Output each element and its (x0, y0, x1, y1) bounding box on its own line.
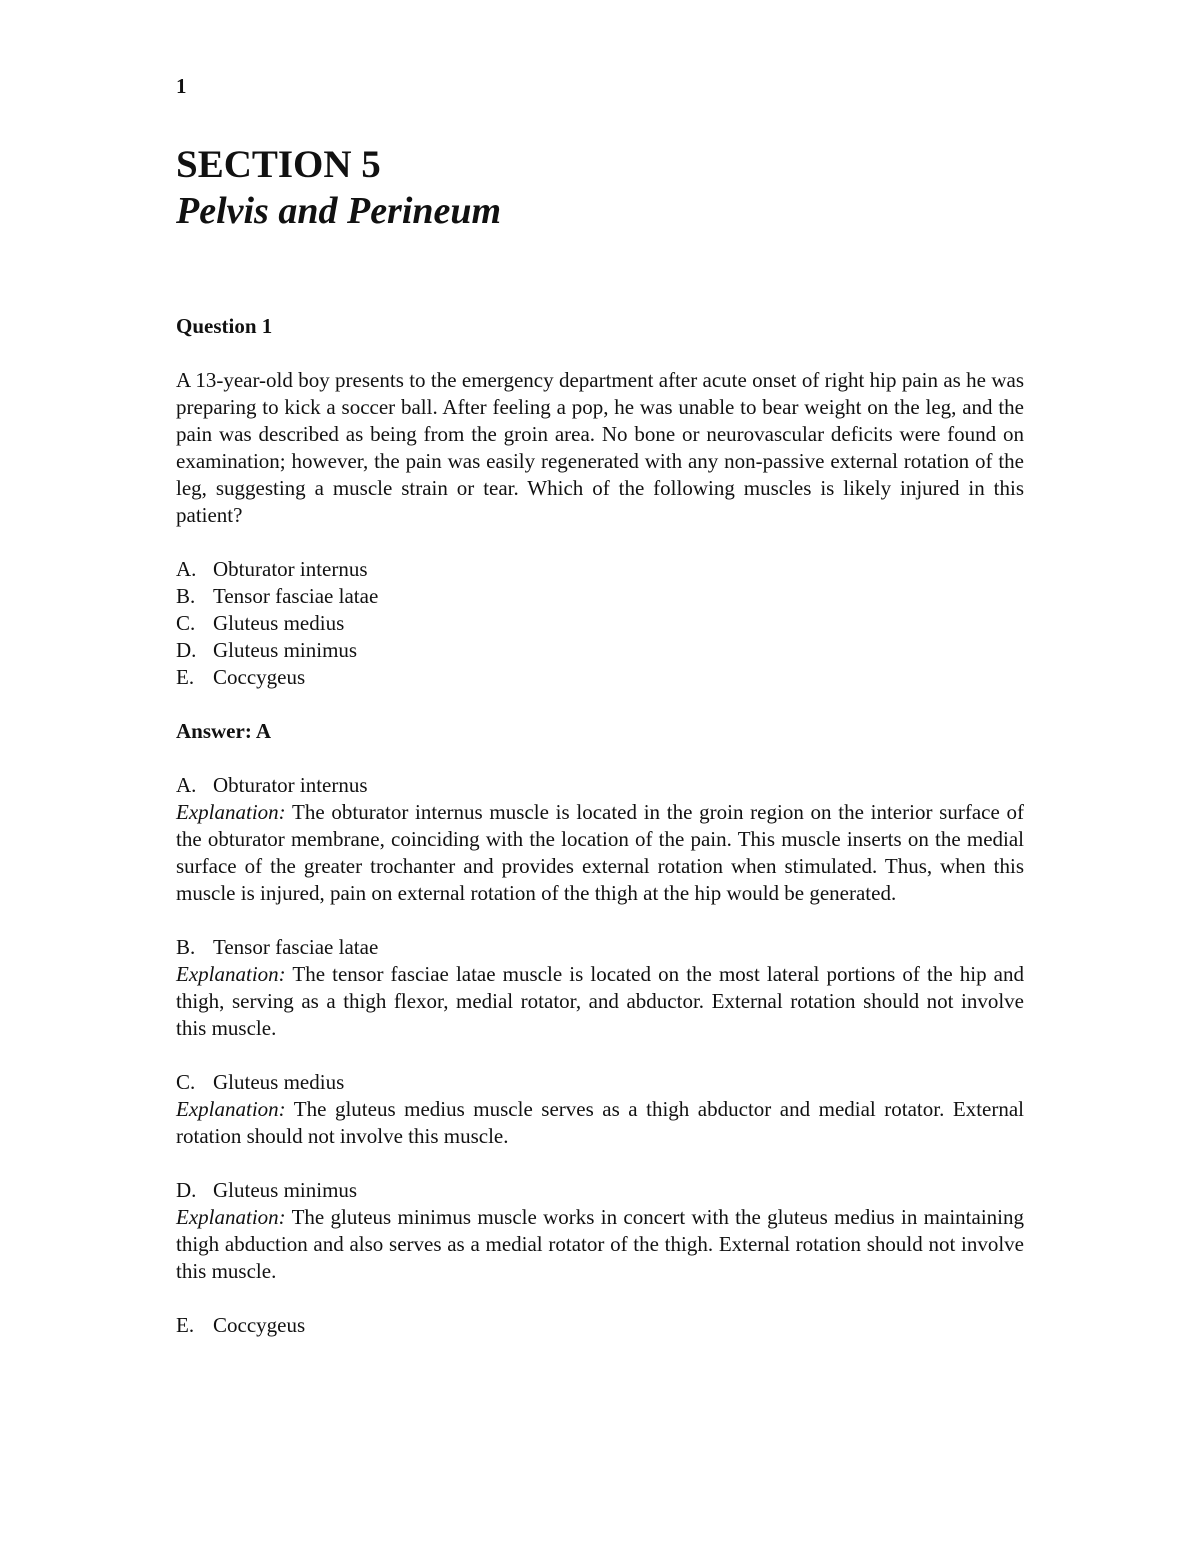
explanation-heading (176, 1177, 1024, 1204)
explanation-title: Gluteus medius (213, 1070, 345, 1094)
section-subtitle: Pelvis and Perineum (176, 190, 502, 232)
option-text: Obturator internus (213, 557, 368, 581)
option-c (176, 610, 1024, 637)
explanation-heading (176, 1312, 1024, 1339)
option-letter: A. (176, 557, 197, 581)
explanation-text: The gluteus medius muscle serves as a thigh abductor and medial rotator. External rotation should not involve this muscle. (176, 1097, 1024, 1148)
option-letter: D. (176, 638, 197, 662)
explanation-body (176, 961, 1024, 1042)
explanation-e (176, 1312, 1024, 1339)
explanation-title: Tensor fasciae latae (213, 935, 379, 959)
option-text: Gluteus medius (213, 611, 345, 635)
question-label: Question 1 (176, 314, 273, 338)
explanation-letter: B. (176, 935, 196, 959)
answer-options (176, 556, 1024, 691)
explanation-a (176, 772, 1024, 907)
page-number: 1 (176, 74, 187, 98)
explanation-prefix: Explanation: (176, 1205, 286, 1229)
explanation-title: Gluteus minimus (213, 1178, 358, 1202)
explanation-text: The tensor fasciae latae muscle is located on the most lateral portions of the hip and thigh, serving as a thigh flexor, medial rotator, and abductor. External rotation should not involve this muscle. (176, 962, 1024, 1040)
question-stem: A 13-year-old boy presents to the emergency department after acute onset of right hip pain as he was preparing to kick a soccer ball. After feeling a pop, he was unable to bear weight on the leg, and the pain was described as being from the groin area. No bone or neurovascular deficits were found on examination; however, the pain was easily regenerated with any non-passive external rotation of the leg, suggesting a muscle strain or tear. Which of the following muscles is likely injured in this patient? (176, 368, 1024, 527)
explanation-heading (176, 772, 1024, 799)
answer-label: Answer: A (176, 719, 272, 743)
option-b (176, 583, 1024, 610)
explanation-prefix: Explanation: (176, 800, 286, 824)
explanation-letter: D. (176, 1178, 197, 1202)
explanation-title: Coccygeus (213, 1313, 306, 1337)
option-text: Gluteus minimus (213, 638, 358, 662)
section-title: SECTION 5 (176, 143, 381, 186)
explanation-prefix: Explanation: (176, 962, 286, 986)
explanation-c (176, 1069, 1024, 1150)
explanation-letter: C. (176, 1070, 196, 1094)
option-d (176, 637, 1024, 664)
option-letter: C. (176, 611, 196, 635)
explanation-text: The gluteus minimus muscle works in concert with the gluteus medius in maintaining thigh abduction and also serves as a medial rotator of the thigh. External rotation should not involve this muscle. (176, 1205, 1024, 1283)
option-letter: E. (176, 665, 195, 689)
explanation-prefix: Explanation: (176, 1097, 286, 1121)
explanation-text: The obturator internus muscle is located in the groin region on the interior surface of the obturator membrane, coinciding with the location of the pain. This muscle inserts on the medial surface of the greater trochanter and provides external rotation when stimulated. Thus, when this muscle is injured, pain on external rotation of the thigh at the hip would be generated. (176, 800, 1024, 905)
explanation-heading (176, 1069, 1024, 1096)
explanation-letter: E. (176, 1313, 195, 1337)
explanation-body (176, 1204, 1024, 1285)
option-e (176, 664, 1024, 691)
option-a (176, 556, 1024, 583)
explanation-body (176, 799, 1024, 907)
explanation-b (176, 934, 1024, 1042)
option-text: Coccygeus (213, 665, 306, 689)
option-letter: B. (176, 584, 196, 608)
explanation-letter: A. (176, 773, 197, 797)
explanation-title: Obturator internus (213, 773, 368, 797)
explanation-heading (176, 934, 1024, 961)
explanation-d (176, 1177, 1024, 1285)
explanation-body (176, 1096, 1024, 1150)
question-content (176, 313, 1024, 1366)
option-text: Tensor fasciae latae (213, 584, 379, 608)
